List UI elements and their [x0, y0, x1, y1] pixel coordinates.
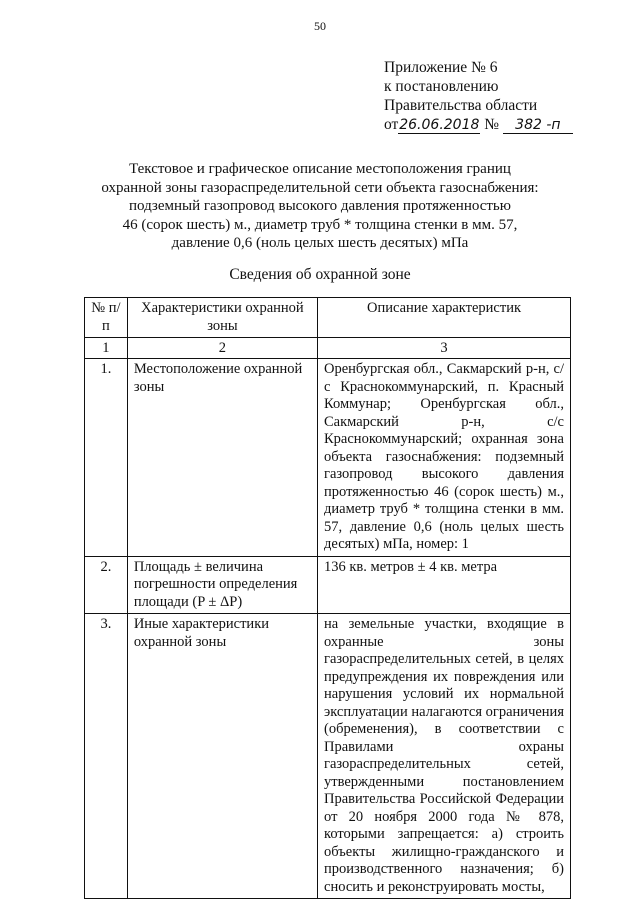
title-line: Текстовое и графическое описание местоположения границ — [129, 161, 511, 177]
document-title — [60, 160, 580, 253]
row-characteristic: Местоположение охранной зоны — [127, 359, 317, 557]
table-header-row — [85, 298, 571, 338]
table-row — [85, 614, 571, 899]
handwritten-date: 26.06.2018 — [399, 117, 480, 133]
column-number: 2 — [127, 338, 317, 359]
row-description: на земельные участки, входящие в охранные зоны газораспределительных сетей, в целях предупреждения их повреждения или нарушения условий их нормальной эксплуатации налагаются ограничения (обременения), в соответствии с Правилами охраны газораспределительных сетей, утвержденными постановлением Правительства Российской Федерации от 20 ноября 2000 года № 878, которыми запрещается: а) строить объекты жилищно-гражданского и производственного назначения; б) сносить и реконструировать мосты, — [318, 614, 571, 899]
row-description: Оренбургская обл., Сакмарский р-н, с/с Краснокоммунарский, п. Красный Коммунар; Оренбургская обл., Сакмарский р-н, с/с Краснокоммунарский; охранная зона объекта газоснабжения: подземный газопровод высокого давления протяженностью 46 (сорок шесть) м., диаметр труб * толщина стенки в мм. 57, давление 0,6 (ноль целых шесть десятых) мПа, номер: 1 — [318, 359, 571, 557]
header-characteristic: Характеристики охранной зоны — [127, 298, 317, 338]
table-row — [85, 359, 571, 557]
title-line: охранной зоны газораспределительной сети объекта газоснабжения: — [101, 179, 539, 196]
column-number: 3 — [318, 338, 571, 359]
number-label: № — [484, 116, 499, 133]
title-line: 46 (сорок шесть) м., диаметр труб * толщина стенки в мм. 57, — [122, 216, 518, 233]
column-number: 1 — [85, 338, 128, 359]
appendix-line-4 — [384, 115, 573, 134]
protection-zone-table — [84, 297, 571, 899]
table-row — [85, 556, 571, 614]
appendix-line-3: Правительства области — [384, 97, 538, 114]
page-number: 50 — [314, 19, 326, 33]
header-description: Описание характеристик — [318, 298, 571, 338]
appendix-line-2: к постановлению — [384, 78, 499, 95]
appendix-line-1: Приложение № 6 — [384, 59, 498, 76]
handwritten-number: 382 -п — [503, 118, 573, 134]
column-number-row — [85, 338, 571, 359]
row-characteristic: Площадь ± величина погрешности определения площади (P ± ΔP) — [127, 556, 317, 614]
title-line: давление 0,6 (ноль целых шесть десятых) мПа — [171, 235, 469, 251]
row-description: 136 кв. метров ± 4 кв. метра — [318, 556, 571, 614]
header-number: № п/п — [85, 298, 128, 338]
appendix-block — [384, 58, 573, 134]
title-line: подземный газопровод высокого давления протяженностью — [129, 198, 511, 214]
row-characteristic: Иные характеристики охранной зоны — [127, 614, 317, 899]
row-number: 3. — [85, 614, 128, 899]
section-subtitle: Сведения об охранной зоне — [229, 266, 411, 283]
row-number: 1. — [85, 359, 128, 557]
from-label: от — [384, 116, 399, 133]
row-number: 2. — [85, 556, 128, 614]
